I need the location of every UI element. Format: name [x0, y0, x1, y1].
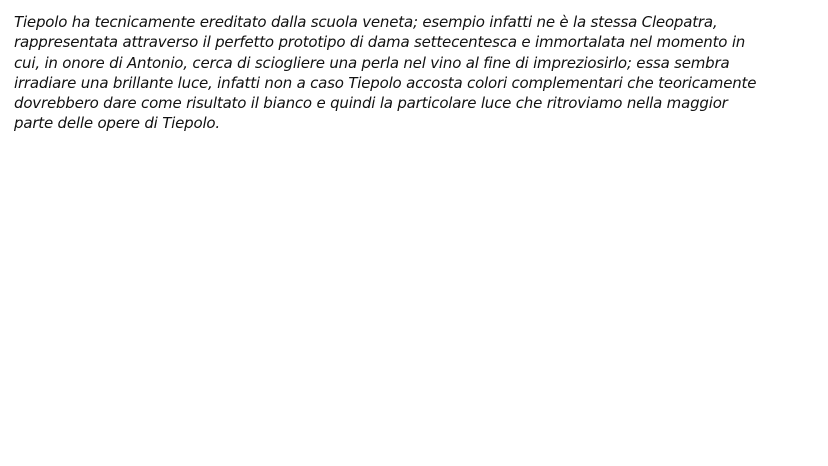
paragraph-line: Tiepolo ha tecnicamente ereditato dalla scuola veneta; esempio infatti ne è la stessa Cleopatra, — [14, 13, 718, 31]
paragraph-line: irradiare una brillante luce, infatti non a caso Tiepolo accosta colori complementari che teoricamente — [14, 73, 757, 92]
paragraph-line: dovrebbero dare come risultato il bianco e quindi la particolare luce che ritroviamo nella maggior — [14, 94, 728, 113]
paragraph-line: cui, in onore di Antonio, cerca di sciogliere una perla nel vino al fine di impreziosirlo; essa sembra — [14, 53, 730, 72]
paragraph-line: parte delle opere di Tiepolo. — [14, 114, 220, 133]
paragraph-line: rappresentata attraverso il perfetto prototipo di dama settecentesca e immortalata nel momento in — [14, 33, 746, 52]
handwritten-paragraph — [14, 12, 820, 134]
